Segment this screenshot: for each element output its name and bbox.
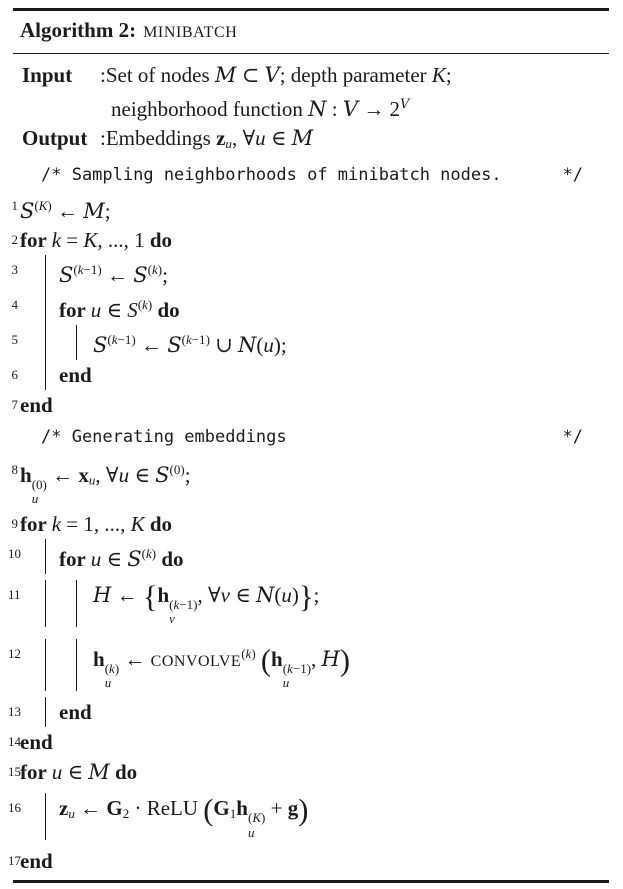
algo-line-13 (8, 697, 611, 727)
algo-line-16 (8, 787, 611, 846)
big-delimiter: ( (203, 792, 214, 827)
io-keyword: Output (22, 125, 88, 150)
code-text: for u ∈ $S^{(k)}$ do (59, 545, 184, 571)
comment-text: /* Sampling neighborhoods of minibatch nodes. (41, 164, 502, 185)
big-delimiter: { (142, 579, 158, 614)
comment-text: /* Generating embeddings (41, 426, 287, 447)
io-colon: : (100, 125, 106, 150)
big-delimiter: ) (339, 643, 351, 678)
big-delimiter: } (298, 579, 314, 614)
algo-line-2 (8, 225, 611, 255)
algo-line-15 (8, 757, 611, 787)
block-indent-rule (45, 539, 59, 574)
code-text: H ← {h (k−1) v , ∀v ∈ N(u)}; (93, 579, 320, 627)
io-keyword (22, 90, 100, 124)
algorithm-caption (8, 11, 611, 53)
comment-close: */ (562, 164, 583, 185)
algo-line-1 (8, 191, 611, 226)
algo-line-4 (8, 290, 611, 325)
code-text: end (59, 362, 92, 387)
big-delimiter: ( (260, 643, 272, 678)
io-text: Embeddings $z_u$, ∀u ∈ M (105, 125, 314, 151)
supsub-script: (k) u (104, 660, 120, 691)
code-text: h (0) u ← $x_u$, ∀u ∈ $S^{(0)}$; (20, 461, 191, 507)
code-text: end (20, 729, 53, 754)
line-number: 5 (11, 331, 18, 347)
supsub-script: (0) u (31, 476, 47, 507)
comment-line (8, 162, 611, 188)
line-number: 15 (8, 763, 21, 779)
caption-name: MINIBATCH (143, 23, 238, 41)
algo-line-5 (8, 325, 611, 360)
code-text: end (59, 699, 92, 724)
line-number: 10 (8, 545, 21, 561)
block-indent-rule (76, 325, 93, 360)
block-indent-rule (45, 793, 59, 840)
io-colon: : (100, 62, 106, 87)
io-line (8, 124, 611, 158)
line-number: 13 (8, 703, 21, 719)
block-indent-rule (45, 639, 59, 691)
line-number: 1 (11, 197, 18, 213)
line-number: 8 (11, 461, 18, 477)
code-text: h (k) u ← CONVOLVE$^{(k)}$ (h (k−1) u , H) (93, 643, 351, 691)
line-number: 12 (8, 645, 21, 661)
bottom-rule (13, 880, 609, 883)
code-text: end (20, 849, 53, 874)
supsub-script: (K) u (247, 810, 266, 840)
line-number: 16 (8, 799, 21, 815)
algo-line-17 (8, 846, 611, 876)
line-number: 11 (8, 586, 21, 602)
code-text: end (20, 392, 53, 417)
code-text: for k = K, ..., 1 do (20, 228, 173, 253)
code-text: for u ∈ $S^{(k)}$ do (59, 297, 180, 322)
block-indent-rule (45, 360, 59, 390)
line-number: 7 (11, 396, 18, 412)
code-text: $z_u$ ← $G_2$ · ReLU ($G_1h$ (K) u + g) (59, 792, 309, 840)
io-continuation-line (8, 90, 611, 124)
code-text: for u ∈ M do (20, 759, 138, 784)
line-number: 14 (8, 733, 21, 749)
io-text: neighborhood function N : $V \to 2^V$ (111, 96, 410, 121)
block-indent-rule (45, 580, 59, 627)
algo-line-12 (8, 633, 611, 697)
block-indent-rule (45, 290, 59, 325)
supsub-script: (k−1) v (169, 596, 198, 627)
algo-line-7 (8, 390, 611, 420)
line-number: 4 (11, 297, 18, 313)
io-line (8, 61, 611, 90)
code-text: $S^{(k-1)}$ ← $S^{(k-1)}$ ∪ N(u); (93, 331, 287, 357)
algorithm-body (8, 54, 611, 876)
algo-line-8 (8, 453, 611, 509)
algo-line-3 (8, 255, 611, 290)
line-number: 6 (11, 366, 18, 382)
block-indent-rule (76, 580, 93, 627)
block-indent-rule (45, 697, 59, 727)
code-text: for k = 1, ..., K do (20, 511, 173, 536)
block-indent-rule (45, 325, 59, 360)
line-number: 17 (8, 853, 21, 869)
algo-line-6 (8, 360, 611, 390)
code-text: $S^{(k-1)}$ ← $S^{(k)}$; (59, 262, 168, 288)
io-text: Set of nodes M ⊂ V; depth parameter K; (105, 62, 452, 87)
line-number: 9 (11, 515, 18, 531)
supsub-script: (k−1) u (282, 660, 312, 691)
io-keyword: Input (22, 62, 73, 87)
big-delimiter: ) (298, 792, 309, 827)
comment-close: */ (562, 426, 583, 447)
algo-line-11 (8, 574, 611, 633)
algo-line-10 (8, 539, 611, 574)
line-number: 2 (11, 232, 18, 248)
block-indent-rule (76, 639, 93, 691)
algo-line-14 (8, 727, 611, 757)
caption-label: Algorithm 2: (20, 17, 137, 42)
algo-line-9 (8, 509, 611, 539)
code-text: $S^{(K)}$ ← M; (20, 197, 111, 223)
line-number: 3 (11, 262, 18, 278)
comment-line (8, 424, 611, 450)
block-indent-rule (45, 255, 59, 290)
